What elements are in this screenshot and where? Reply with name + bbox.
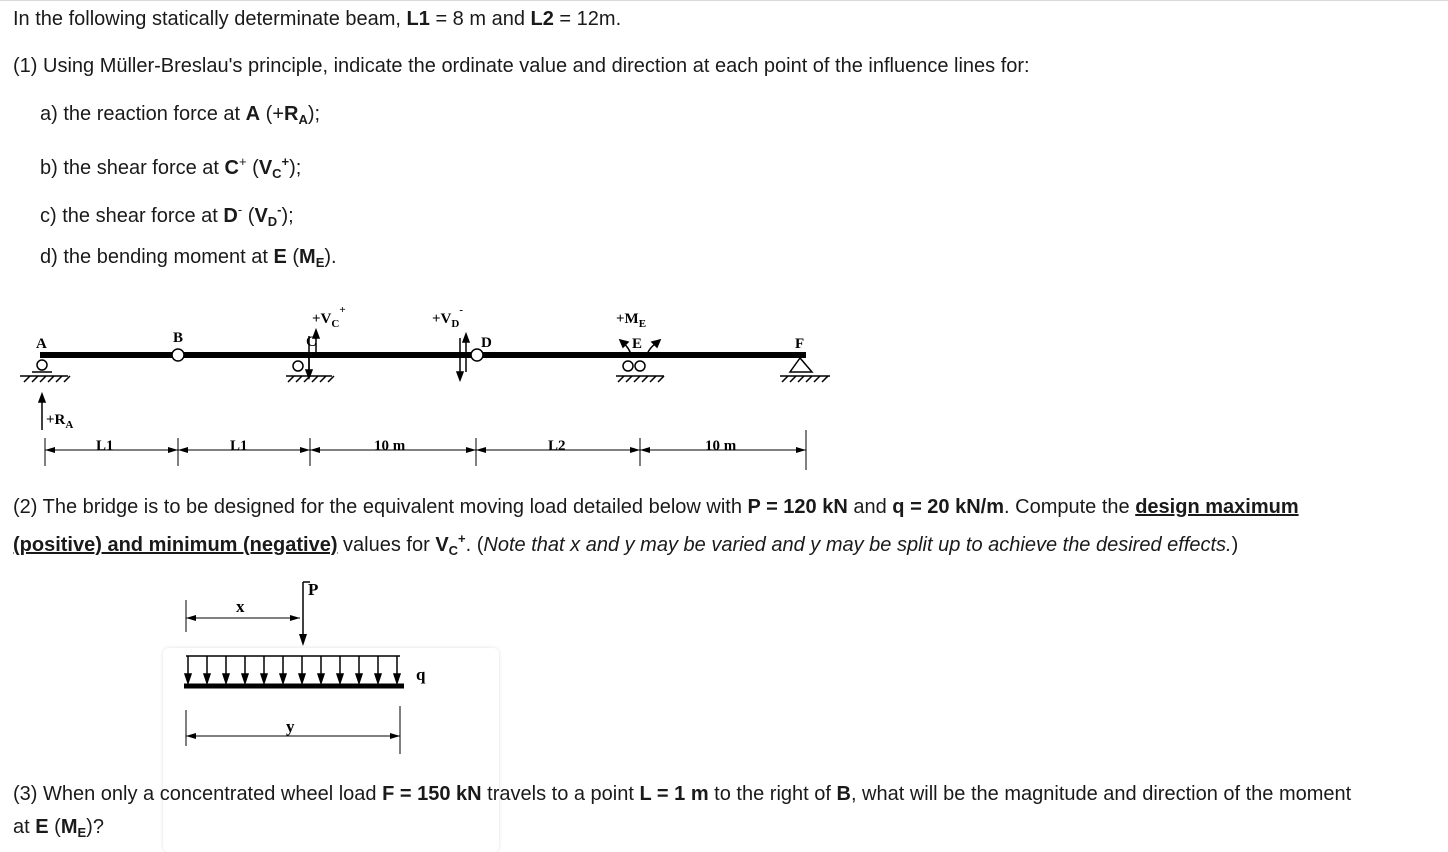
point-e-label: E [632, 336, 643, 352]
dim-l1-second: L1 [230, 438, 248, 454]
udl-arrow-head [394, 674, 400, 683]
udl-arrow-head [261, 674, 267, 683]
udl-arrow-head [242, 674, 248, 683]
dim-l2: L2 [548, 438, 566, 454]
label-vc: $+V_C^+$ [312, 304, 346, 330]
udl-arrow-head [375, 674, 381, 683]
udl-arrow-head [280, 674, 286, 683]
load-y-label: y [286, 717, 295, 736]
udl-arrow-head [337, 674, 343, 683]
udl-arrow-head [185, 674, 191, 683]
part1-item-c: c) the shear force at D- $(V_D^-)$; [40, 202, 294, 229]
udl-arrow-head [299, 674, 305, 683]
point-b-label: B [173, 330, 184, 346]
part2-line1: (2) The bridge is to be designed for the equivalent moving load detailed below with P = 120 kN and q = 20 kN/m. Compute the design maximum [13, 496, 1299, 518]
label-vd: $+V_D^-$ [432, 304, 464, 330]
load-p-label: P [308, 580, 319, 599]
dim-10m-first: 10 m [374, 438, 406, 454]
load-x-label: x [236, 597, 245, 616]
load-q-label: q [416, 665, 426, 684]
hinge-b [172, 349, 184, 361]
support-f-pin [790, 358, 812, 372]
point-a-label: A [36, 336, 47, 352]
point-d-label: D [481, 335, 492, 351]
part1-question: (1) Using Müller-Breslau's principle, indicate the ordinate value and direction at each point of the influence lines for: [13, 55, 1030, 77]
label-ra: $+R_A$ [46, 412, 74, 431]
support-e-roller [623, 361, 633, 371]
point-f-label: F [795, 336, 805, 352]
udl-arrow-head [204, 674, 210, 683]
support-c-roller [293, 361, 303, 371]
load-diagram [160, 570, 460, 770]
udl-arrow-head [318, 674, 324, 683]
point-c-label: C [306, 334, 317, 350]
dim-l1-first: L1 [96, 438, 114, 454]
part1-item-b: b) the shear force at C+ $(V_C^+)$; [40, 154, 302, 181]
part1-item-a: a) the reaction force at A $(+R_A)$; [40, 103, 321, 127]
part3-line1: (3) When only a concentrated wheel load F = 150 kN travels to a point L = 1 m to the right of B, what will be the magnitude and direction of the moment [13, 783, 1352, 805]
part3-line2: at E $(M_E)$? [13, 816, 104, 840]
part2-line2: (positive) and minimum (negative) values for $V_C^+$. (Note that x and y may be varied and y may be split up to achieve the desired effects.) [13, 531, 1239, 558]
top-divider [0, 0, 1448, 1]
dim-10m-second: 10 m [705, 438, 737, 454]
beam-diagram [0, 290, 860, 480]
udl-arrow-head [356, 674, 362, 683]
udl-arrow-head [223, 674, 229, 683]
support-a-pin [37, 360, 47, 370]
label-me: $+M_E$ [616, 311, 647, 330]
intro-text: In the following statically determinate beam, L1 = 8 m and L2 = 12m. [13, 8, 622, 30]
part1-item-d: d) the bending moment at E $(M_E)$. [40, 246, 337, 270]
